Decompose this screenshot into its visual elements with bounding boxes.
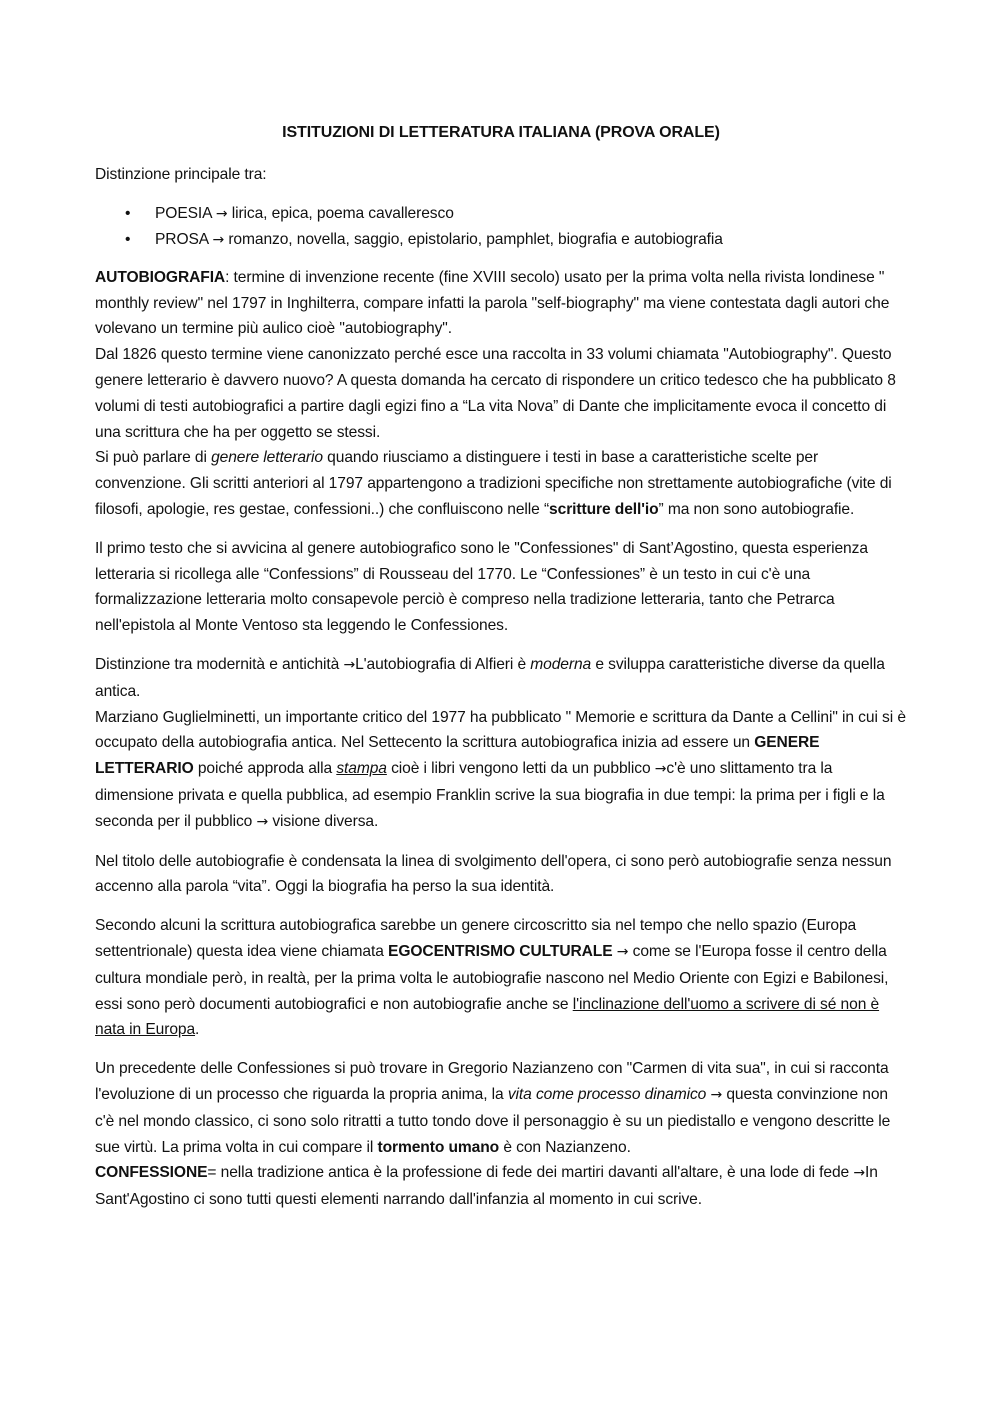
italic-underlined-term: stampa	[336, 760, 387, 778]
arrow-right-icon: →	[853, 1165, 866, 1182]
bold-term: EGOCENTRISMO CULTURALE	[388, 942, 613, 960]
page-title: ISTITUZIONI DI LETTERATURA ITALIANA (PROVA ORALE)	[282, 124, 720, 141]
paragraph-titolo: Nel titolo delle autobiografie è condensata la linea di svolgimento dell'opera, ci sono però autobiografie senza nessun accenno alla parola “vita”. Oggi la biografia ha perso la sua identità.	[95, 852, 892, 896]
bold-term: GENERE LETTERARIO	[95, 734, 820, 778]
paragraph-nazianzeno	[95, 1056, 907, 1213]
bullet-icon: •	[125, 230, 131, 248]
list-text: romanzo, novella, saggio, epistolario, pamphlet, biografia e autobiografia	[224, 230, 723, 248]
bullet-icon: •	[125, 204, 131, 222]
italic-term: vita come processo dinamico	[507, 1085, 707, 1103]
arrow-right-icon: →	[710, 1086, 723, 1103]
text-run: Marziano Guglielminetti, un importante critico del 1977 ha pubblicato " Memorie e scrittura da Dante a Cellini" in cui si è occupato della autobiografia antica. Nel Settecento la scrittura autobiografica inizia ad essere un	[95, 708, 906, 752]
paragraph-modernita	[95, 652, 907, 836]
arrow-right-icon: →	[654, 761, 667, 778]
text-run: Dal 1826 questo termine viene canonizzato perché esce una raccolta in 33 volumi chiamata "Autobiography". Questo genere letterario è davvero nuovo? A questa domanda ha cercato di rispondere un critico tedesco che ha pubblicato 8 volumi di testi autobiografici a partire dagli egizi fino a “La vita Nova” di Dante che implicitamente evoca il concetto di una scrittura che ha per oggetto se stessi.	[95, 346, 896, 441]
text-run: L'autobiografia di Alfieri è	[355, 655, 531, 673]
arrow-right-icon: →	[343, 656, 356, 673]
text-run: visione diversa.	[268, 812, 379, 830]
text-run: .	[195, 1021, 200, 1039]
text-run: Distinzione tra modernità e antichità	[95, 655, 344, 673]
paragraph-egocentrismo	[95, 913, 907, 1043]
text-run: ” ma non sono autobiografie.	[658, 500, 855, 518]
arrow-right-icon: →	[256, 813, 269, 830]
list-item-poesia	[95, 201, 907, 227]
bold-term: AUTOBIOGRAFIA	[95, 268, 226, 286]
list-item-prosa	[95, 227, 907, 253]
text-run: c'è uno slittamento tra la dimensione privata e quella pubblica, ad esempio Franklin scrive la sua biografia in due tempi: la prima per i figli e la seconda per il pubblico	[95, 760, 885, 830]
list-text: lirica, epica, poema cavalleresco	[227, 204, 454, 222]
text-run: Secondo alcuni la scrittura autobiografica sarebbe un genere circoscritto sia nel tempo che nello spazio (Europa settentrionale) questa idea viene chiamata	[95, 917, 857, 960]
text-run: Si può parlare di	[95, 449, 212, 467]
text-run: poiché approda alla	[193, 760, 337, 778]
arrow-right-icon: →	[215, 205, 228, 222]
text-run: cioè i libri vengono letti da un pubblico	[386, 760, 655, 778]
text-run: e sviluppa caratteristiche diverse da quella antica.	[95, 655, 885, 700]
paragraph-confessiones: Il primo testo che si avvicina al genere autobiografico sono le "Confessiones" di Sant’Agostino, questa esperienza letteraria si ricollega alle “Confessions” di Rousseau del 1770. Le “Confessiones” è un testo in cui c'è una formalizzazione letteraria molto consapevole perciò è compreso nella tradizione letteraria, tanto che Petrarca nell'epistola al Monte Ventoso sta leggendo le Confessiones.	[95, 539, 868, 635]
text-run: come se l'Europa fosse il centro della cultura mondiale però, in realtà, per la prima volta le autobiografie nascono nel Medio Oriente con Egizi e Babilonesi, essi sono però documenti autobiografici e non autobiografie anche se	[95, 942, 889, 1013]
paragraph-autobiografia	[95, 265, 907, 523]
text-run: è con Nazianzeno.	[499, 1138, 631, 1156]
arrow-right-icon: →	[616, 943, 629, 960]
italic-term: genere letterario	[211, 449, 323, 467]
underlined-text: l'inclinazione dell'uomo a scrivere di sé non è nata in Europa	[95, 995, 880, 1039]
arrow-right-icon: →	[212, 231, 225, 248]
genre-list	[95, 201, 907, 253]
text-run: Un precedente delle Confessiones si può trovare in Gregorio Nazianzeno con "Carmen di vita sua", in cui si racconta l'evoluzione di un processo che riguarda la propria anima, la	[95, 1060, 889, 1103]
list-term: POESIA	[155, 204, 212, 222]
bold-term: scritture dell'io	[549, 500, 659, 518]
text-run: questa convinzione non c'è nel mondo classico, ci sono solo ritratti a tutto tondo dove il personaggio è su un piedistallo e vengono descritte le sue virtù. La prima volta in cui compare il	[95, 1085, 891, 1156]
text-run: quando riusciamo a distinguere i testi in base a caratteristiche scelte per convenzione. Gli scritti anteriori al 1797 appartengono a tradizioni specifiche non strettamente autobiografiche (vite di filosofi, apologie, res gestae, confessioni..) che confluiscono nelle “	[95, 449, 892, 518]
bold-term: CONFESSIONE	[95, 1164, 208, 1182]
list-term: PROSA	[155, 230, 209, 248]
text-run: : termine di invenzione recente (fine XVIII secolo) usato per la prima volta nella rivista londinese " monthly review" nel 1797 in Inghilterra, compare infatti la parola "self-biography" ma viene contestata dagli autori che volevano un termine più aulico cioè "autobiography".	[95, 268, 890, 338]
text-run: = nella tradizione antica è la professione di fede dei martiri davanti all'altare, è una lode di fede	[207, 1164, 854, 1182]
text-run: In Sant'Agostino ci sono tutti questi elementi narrando dall'infanzia al momento in cui scrive.	[95, 1164, 878, 1209]
bold-term: tormento umano	[377, 1138, 500, 1156]
document-body	[95, 118, 907, 1226]
italic-term: moderna	[530, 655, 592, 673]
intro-line: Distinzione principale tra:	[95, 166, 267, 183]
